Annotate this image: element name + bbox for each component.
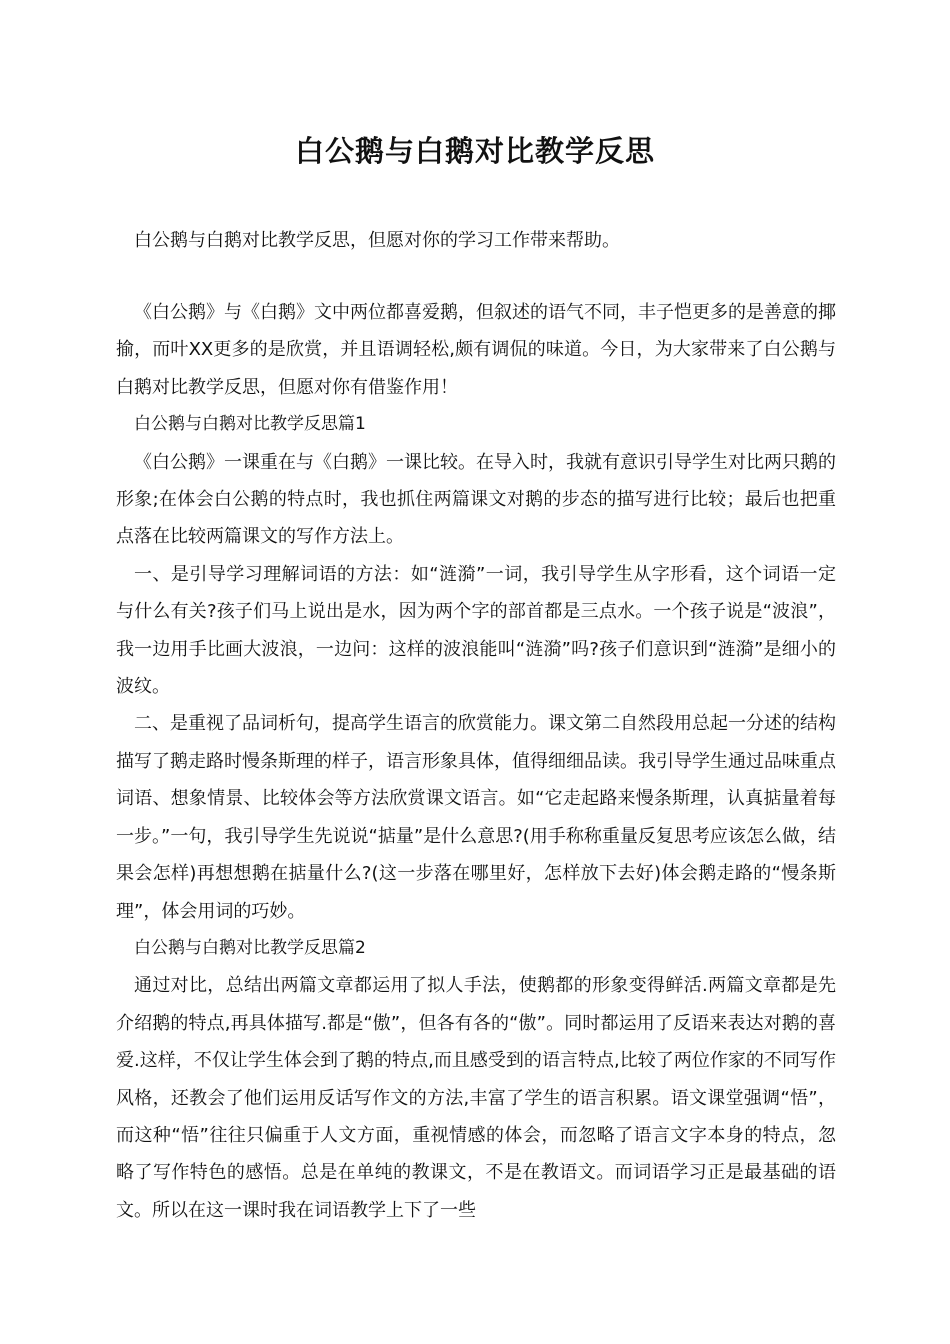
document-body — [116, 294, 836, 1229]
paragraph: 二、是重视了品词析句，提高学生语言的欣赏能力。课文第二自然段用总起一分述的结构描写了鹅走路时慢条斯理的样子，语言形象具体，值得细细品读。我引导学生通过品味重点词语、想象情景、比较体会等方法欣赏课文语言。如“它走起路来慢条斯理，认真掂量着每一步。”一句，我引导学生先说说“掂量”是什么意思?(用手称称重量反复思考应该怎么做，结果会怎样)再想想鹅在掂量什么?(这一步落在哪里好，怎样放下去好)体会鹅走路的“慢条斯理”，体会用词的巧妙。 — [116, 713, 836, 922]
intro-line: 白公鹅与白鹅对比教学反思，但愿对你的学习工作带来帮助。 — [134, 230, 620, 251]
paragraph: 一、是引导学习理解词语的方法：如“涟漪”一词，我引导学生从字形看，这个词语一定与什么有关?孩子们马上说出是水，因为两个字的部首都是三点水。一个孩子说是“波浪”，我一边用手比画大波浪，一边问：这样的波浪能叫“涟漪”吗?孩子们意识到“涟漪”是细小的波纹。 — [116, 563, 836, 698]
paragraph: 《白公鹅》一课重在与《白鹅》一课比较。在导入时，我就有意识引导学生对比两只鹅的形象;在体会白公鹅的特点时，我也抓住两篇课文对鹅的步态的描写进行比较；最后也把重点落在比较两篇课文的写作方法上。 — [116, 451, 836, 548]
paragraph: 通过对比，总结出两篇文章都运用了拟人手法，使鹅都的形象变得鲜活.两篇文章都是先介绍鹅的特点,再具体描写.都是“傲”，但各有各的“傲”。同时都运用了反语来表达对鹅的喜爱.这样，不仅让学生体会到了鹅的特点,而且感受到的语言特点,比较了两位作家的不同写作风格，还教会了他们运用反话写作文的方法,丰富了学生的语言积累。语文课堂强调“悟”，而这种“悟”往往只偏重于人文方面，重视情感的体会，而忽略了语言文字本身的特点，忽略了写作特色的感悟。总是在单纯的教课文，不是在教语文。而词语学习正是最基础的语文。所以在这一课时我在词语教学上下了一些 — [116, 975, 836, 1221]
paragraph: 《白公鹅》与《白鹅》文中两位都喜爱鹅，但叙述的语气不同，丰子恺更多的是善意的揶揄，而叶XX更多的是欣赏，并且语调轻松,颇有调侃的味道。今日，为大家带来了白公鹅与白鹅对比教学反思，但愿对你有借鉴作用！ — [116, 302, 836, 398]
section-heading: 白公鹅与白鹅对比教学反思篇2 — [134, 937, 366, 958]
section-heading: 白公鹅与白鹅对比教学反思篇1 — [134, 414, 366, 435]
document-title: 白公鹅与白鹅对比教学反思 — [294, 134, 655, 168]
